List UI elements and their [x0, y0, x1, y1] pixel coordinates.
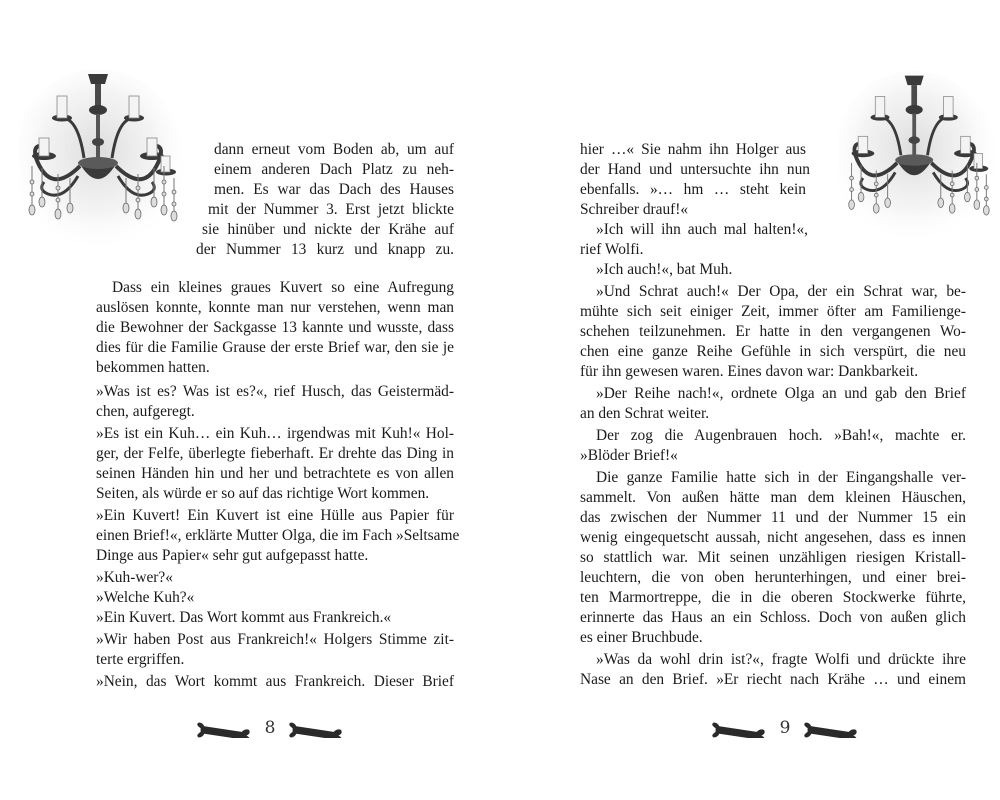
text-line: so stattlich war. Mit seinen unzähligen riesigen Kristall-: [580, 549, 966, 566]
text-line: Schreiber drauf!«: [580, 201, 689, 218]
text-line: »Nein, das Wort kommt aus Frankreich. Dieser Brief: [96, 673, 454, 690]
text-line: »Blöder Brief!«: [580, 447, 678, 464]
text-line: men. Es war das Dach des Hauses: [214, 181, 454, 198]
text-line: rief Wolfi.: [580, 241, 644, 258]
chandelier-illustration: [838, 68, 998, 254]
text-line: »Was da wohl drin ist?«, fragte Wolfi und drückte ihre: [596, 651, 966, 668]
bone-ornament: [287, 722, 343, 738]
page-number: 8: [264, 718, 276, 738]
text-line: auslösen konnte, konnte man nur verstehen, wenn man: [96, 299, 454, 316]
text-line: »Ein Kuvert! Ein Kuvert ist eine Hülle aus Papier für: [96, 507, 454, 524]
bone-ornament: [802, 722, 858, 738]
text-line: terte ergriffen.: [96, 651, 185, 668]
text-line: ebenfalls. »… hm … steht kein: [580, 181, 806, 198]
text-line: »Ich will ihn auch mal halten!«,: [596, 221, 808, 238]
text-line: an den Schrat weiter.: [580, 405, 710, 422]
text-line: Nase an den Brief. »Er riecht nach Krähe … und einem: [580, 671, 966, 688]
text-line: schehen teilzunehmen. Er hatte in den vergangenen Wo-: [580, 323, 966, 340]
text-line: »Es ist ein Kuh… ein Kuh… irgendwas mit Kuh!« Hol-: [96, 425, 454, 442]
text-line: »Wir haben Post aus Frankreich!« Holgers Stimme zit-: [96, 631, 454, 648]
bone-ornament: [195, 722, 251, 738]
text-line: chen, aufgeregt.: [96, 403, 195, 420]
text-line: sammelt. Von außen hätte man dem kleinen Häuschen,: [580, 489, 966, 506]
text-line: die Bewohner der Sackgasse 13 kannte und wusste, dass: [96, 319, 454, 336]
page-number: 9: [779, 718, 791, 738]
text-line: ten Marmortreppe, die in die oberen Stockwerke führte,: [580, 589, 966, 606]
text-line: der Nummer 13 kurz und knapp zu.: [196, 241, 454, 258]
text-line: chen eine ganze Reihe Gefühle in sich verspürt, die neu: [580, 343, 966, 360]
text-line: es einer Bruchbude.: [580, 629, 703, 646]
text-line: »Was ist es? Was ist es?«, rief Husch, das Geistermäd-: [96, 383, 454, 400]
text-line: »Und Schrat auch!« Der Opa, der ein Schrat war, be-: [596, 283, 966, 300]
text-line: Der zog die Augenbrauen hoch. »Bah!«, machte er.: [596, 427, 966, 444]
text-line: Dinge aus Papier« sehr gut aufgepasst hatte.: [96, 547, 369, 564]
text-line: wenig eingequetscht aussah, nicht angesehen, dass es innen: [580, 529, 966, 546]
text-line: dann erneut vom Boden ab, um auf: [214, 141, 454, 158]
text-line: sie hinüber und nickte der Krähe auf: [202, 221, 454, 238]
text-line: Dass ein kleines graues Kuvert so eine Aufregung: [112, 279, 454, 296]
text-line: hier …« Sie nahm ihn Holger aus: [580, 141, 806, 158]
text-line: dies für die Familie Grause der erste Brief war, den sie je: [96, 339, 454, 356]
text-line: einem anderen Dach Platz zu neh-: [214, 161, 454, 178]
page-number-footer: [195, 716, 345, 740]
text-line: ger, der Felfe, überlegte fieberhaft. Er drehte das Ding in: [96, 445, 454, 462]
text-line: der Hand und untersuchte ihn nun: [580, 161, 810, 178]
text-line: Die ganze Familie hatte sich in der Eingangshalle ver-: [596, 469, 966, 486]
text-line: für ihn gewesen waren. Eines davon war: Dankbarkeit.: [580, 363, 919, 380]
text-line: »Ein Kuvert. Das Wort kommt aus Frankreich.«: [96, 609, 392, 626]
page-number-footer: [710, 716, 860, 740]
text-line: »Welche Kuh?«: [96, 589, 195, 606]
text-line: »Ich auch!«, bat Muh.: [596, 261, 733, 278]
text-line: leuchtern, die von oben herunterhingen, und einer brei-: [580, 569, 966, 586]
text-line: mühte sich seit einiger Zeit, immer öfter am Familienge-: [580, 303, 966, 320]
text-line: Seiten, als würde er so auf das richtige Wort kommen.: [96, 485, 430, 502]
text-line: das zwischen der Nummer 11 und der Nummer 15 ein: [580, 509, 966, 526]
bone-ornament: [710, 722, 766, 738]
text-line: »Kuh-wer?«: [96, 569, 173, 586]
text-line: bekommen hatten.: [96, 359, 210, 376]
right-page: [500, 0, 1000, 800]
text-line: »Der Reihe nach!«, ordnete Olga an und gab den Brief: [596, 385, 966, 402]
text-line: einen Brief!«, erklärte Mutter Olga, die im Fach »Seltsame: [96, 527, 460, 544]
text-line: seinen Händen hin und her und betrachtete es von allen: [96, 465, 454, 482]
chandelier-illustration: [18, 66, 186, 262]
text-line: erinnerte das Haus an ein Schloss. Doch von außen glich: [580, 609, 966, 626]
text-line: mit der Nummer 3. Erst jetzt blickte: [208, 201, 454, 218]
